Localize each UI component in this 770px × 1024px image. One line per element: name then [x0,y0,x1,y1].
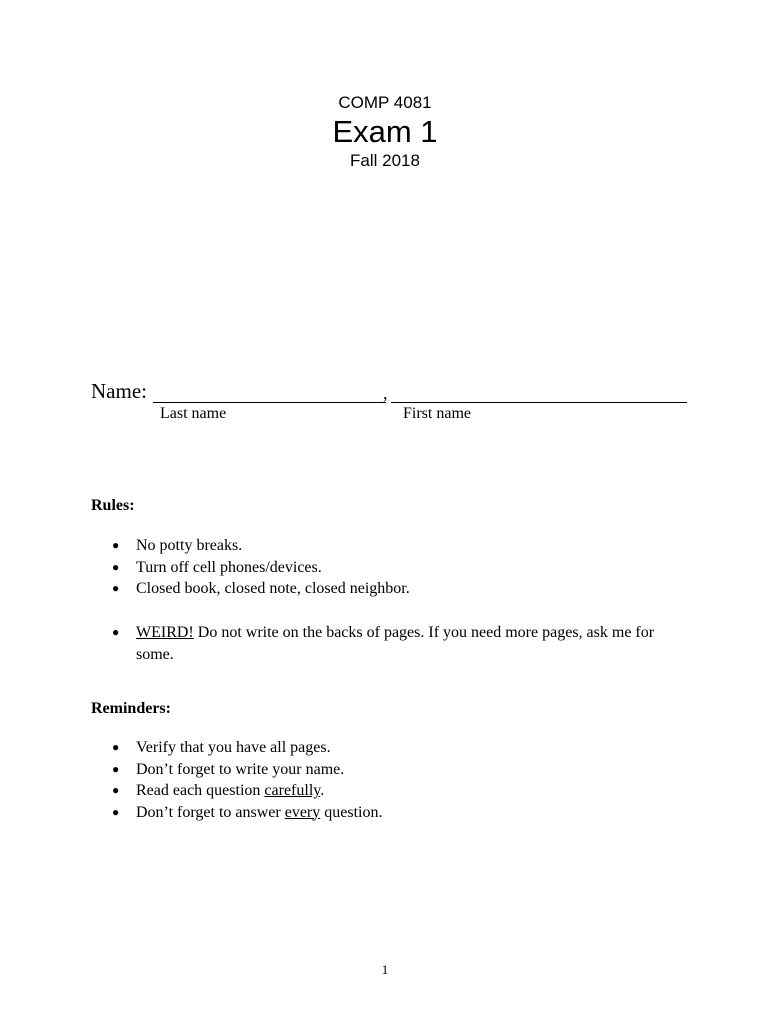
bullet-icon: ● [112,581,120,595]
rule-item [112,622,672,665]
exam-term: Fall 2018 [350,151,420,170]
bullet-icon: ● [112,804,120,819]
rules-list-extra [112,622,672,665]
rule-item [112,535,672,557]
reminder-item [112,802,672,824]
reminder-item [112,780,672,802]
reminders-list [112,737,672,823]
rules-list [112,535,672,600]
reminder-text: Read each question [136,782,265,799]
reminder-item [112,737,672,759]
weird-emphasis: WEIRD! [136,624,194,641]
bullet-icon: ● [112,559,120,574]
reminder-text: Verify that you have all pages. [136,739,331,756]
carefully-emphasis: carefully [264,782,321,799]
bullet-icon: ● [112,761,120,776]
reminder-text: Don’t forget to write your name. [136,760,345,778]
rule-text: Closed book, closed note, closed neighbor. [136,580,410,597]
rule-text: No potty breaks. [136,537,243,554]
rule-item [112,578,672,600]
reminder-text: Don’t forget to answer [136,803,285,821]
rule-text: Do not write on the backs of pages. If you need more pages, ask me for some. [136,624,655,663]
bullet-icon: ● [112,538,120,552]
course-code: COMP 4081 [338,93,432,112]
reminders-heading: Reminders: [91,700,171,717]
bullet-icon: ● [112,625,120,639]
name-comma: , [383,383,388,403]
page-number: 1 [381,962,389,977]
first-name-label: First name [403,405,471,422]
rule-item [112,557,672,579]
bullet-icon: ● [112,783,120,797]
first-name-blank [391,402,687,403]
every-emphasis: every [284,803,321,821]
reminder-text-end: . [320,782,325,799]
reminder-text-end: question. [320,803,383,821]
rule-text: Turn off cell phones/devices. [136,558,322,576]
rules-heading: Rules: [91,497,135,514]
reminder-item [112,759,672,781]
bullet-icon: ● [112,740,120,754]
last-name-label: Last name [160,405,227,422]
name-label: Name: [91,379,147,403]
last-name-blank [153,402,386,403]
exam-title: Exam 1 [332,114,438,149]
